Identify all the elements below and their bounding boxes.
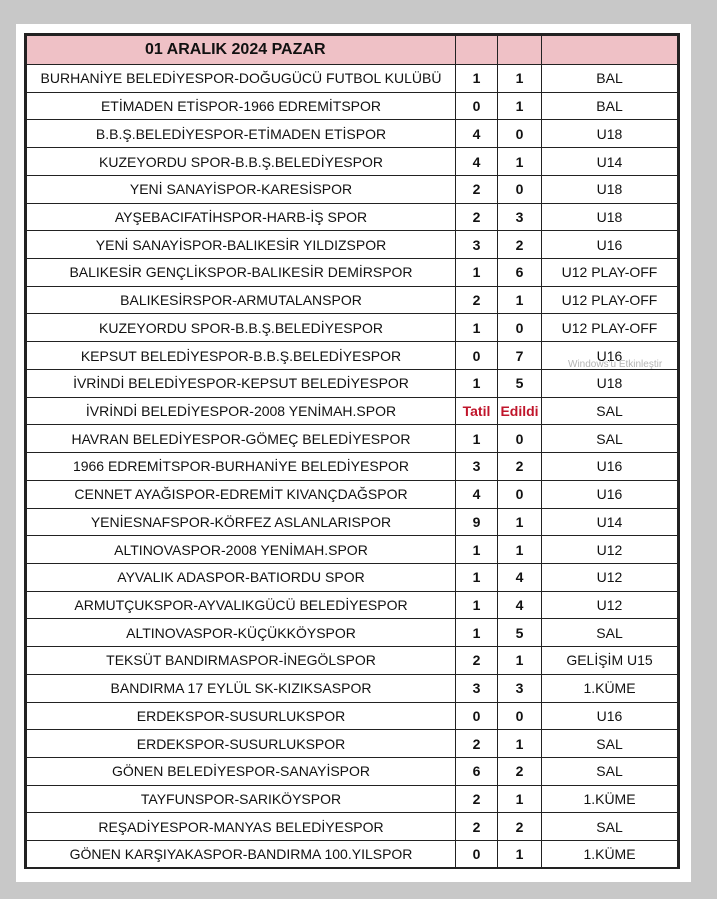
category-text: BAL: [596, 98, 623, 115]
away-score-cell: [498, 757, 542, 785]
table-row: [27, 203, 678, 231]
category-text: U12: [596, 597, 623, 614]
match-teams-text: 1966 EDREMİTSPOR-BURHANİYE BELEDİYESPOR: [72, 458, 410, 475]
home-score-cell: [456, 259, 498, 287]
category-cell: [542, 369, 678, 397]
table-row: [27, 591, 678, 619]
category-text: U18: [596, 208, 623, 225]
away-score-text: 0: [515, 319, 524, 336]
home-score-cell: [456, 425, 498, 453]
table-row: [27, 369, 678, 397]
away-score-text: 1: [515, 541, 524, 558]
home-score-cell: [456, 674, 498, 702]
match-teams-cell: [27, 591, 456, 619]
home-score-cell: [456, 231, 498, 259]
home-score-cell: [456, 508, 498, 536]
away-score-text: 1: [515, 735, 524, 752]
results-table-frame: [24, 33, 680, 869]
away-score-cell: [498, 536, 542, 564]
category-text: U18: [596, 375, 623, 392]
match-teams-cell: [27, 203, 456, 231]
away-score-cell: [498, 369, 542, 397]
match-teams-text: REŞADİYESPOR-MANYAS BELEDİYESPOR: [98, 818, 384, 835]
home-score-text: 0: [472, 98, 481, 115]
home-score-cell: [456, 536, 498, 564]
home-score-text: 2: [472, 791, 481, 808]
away-score-text: 2: [515, 236, 524, 253]
home-score-cell: [456, 148, 498, 176]
away-score-text: 0: [515, 707, 524, 724]
home-score-text: 4: [472, 153, 481, 170]
match-teams-cell: [27, 730, 456, 758]
table-row: [27, 342, 678, 370]
match-teams-text: ALTINOVASPOR-KÜÇÜKKÖYSPOR: [126, 624, 356, 641]
category-text: U18: [596, 181, 623, 198]
home-score-cell: [456, 286, 498, 314]
table-row: [27, 647, 678, 675]
category-cell: [542, 674, 678, 702]
home-score-cell: [456, 619, 498, 647]
away-score-text: 4: [515, 597, 524, 614]
home-score-cell: [456, 813, 498, 841]
table-row: [27, 480, 678, 508]
away-score-text: 1: [515, 70, 524, 87]
category-text: 1.KÜME: [583, 791, 636, 808]
match-teams-text: KEPSUT BELEDİYESPOR-B.B.Ş.BELEDİYESPOR: [80, 347, 402, 364]
home-score-cell: [456, 591, 498, 619]
away-score-cell: [498, 702, 542, 730]
home-score-text: 1: [472, 264, 481, 281]
table-row: [27, 674, 678, 702]
match-teams-text: AYVALIK ADASPOR-BATIORDU SPOR: [117, 569, 365, 586]
match-teams-cell: [27, 175, 456, 203]
away-score-cell: [498, 813, 542, 841]
category-text: U12 PLAY-OFF: [561, 319, 658, 336]
match-teams-text: ERDEKSPOR-SUSURLUKSPOR: [136, 735, 346, 752]
away-score-text: 2: [515, 763, 524, 780]
away-score-text: 0: [515, 486, 524, 503]
table-row: [27, 425, 678, 453]
home-score-text: 2: [472, 292, 481, 309]
home-score-text: 4: [472, 125, 481, 142]
match-teams-text: YENİESNAFSPOR-KÖRFEZ ASLANLARISPOR: [90, 513, 392, 530]
away-score-text: Edildi: [500, 402, 539, 419]
match-teams-cell: [27, 536, 456, 564]
away-score-text: 0: [515, 430, 524, 447]
home-score-text: 1: [472, 569, 481, 586]
home-score-cell: [456, 785, 498, 813]
category-text: U16: [596, 347, 623, 364]
category-cell: [542, 508, 678, 536]
match-teams-cell: [27, 148, 456, 176]
home-score-text: 1: [472, 70, 481, 87]
table-row: [27, 757, 678, 785]
home-score-text: 6: [472, 763, 481, 780]
document-page: [16, 24, 691, 882]
category-text: BAL: [596, 70, 623, 87]
table-row: [27, 785, 678, 813]
match-teams-cell: [27, 702, 456, 730]
table-row: [27, 813, 678, 841]
category-cell: [542, 120, 678, 148]
home-score-cell: [456, 120, 498, 148]
away-score-text: 1: [515, 153, 524, 170]
match-teams-cell: [27, 425, 456, 453]
home-score-cell: [456, 92, 498, 120]
away-score-cell: [498, 286, 542, 314]
category-text: SAL: [596, 818, 623, 835]
match-teams-text: BANDIRMA 17 EYLÜL SK-KIZIKSASPOR: [110, 680, 372, 697]
away-score-cell: [498, 342, 542, 370]
category-cell: [542, 425, 678, 453]
home-score-text: 2: [472, 735, 481, 752]
match-teams-cell: [27, 508, 456, 536]
away-score-text: 0: [515, 181, 524, 198]
match-teams-text: YENİ SANAYİSPOR-BALIKESİR YILDIZSPOR: [95, 236, 387, 253]
home-score-text: 1: [472, 319, 481, 336]
away-score-cell: [498, 841, 542, 869]
away-score-cell: [498, 92, 542, 120]
match-teams-cell: [27, 813, 456, 841]
home-score-cell: [456, 757, 498, 785]
table-row: [27, 175, 678, 203]
table-row: [27, 92, 678, 120]
away-score-text: 0: [515, 125, 524, 142]
home-score-text: 4: [472, 486, 481, 503]
home-score-cell: [456, 453, 498, 481]
match-teams-cell: [27, 453, 456, 481]
away-score-text: 2: [515, 458, 524, 475]
away-score-cell: [498, 425, 542, 453]
match-teams-cell: [27, 785, 456, 813]
category-text: SAL: [596, 735, 623, 752]
table-row: [27, 453, 678, 481]
match-teams-cell: [27, 92, 456, 120]
away-score-cell: [498, 647, 542, 675]
table-row: [27, 619, 678, 647]
away-score-cell: [498, 591, 542, 619]
match-teams-text: B.B.Ş.BELEDİYESPOR-ETİMADEN ETİSPOR: [95, 125, 387, 142]
away-score-text: 4: [515, 569, 524, 586]
home-score-text: 1: [472, 597, 481, 614]
away-score-cell: [498, 120, 542, 148]
home-score-cell: [456, 369, 498, 397]
match-results-table: [26, 35, 678, 869]
category-cell: [542, 591, 678, 619]
away-score-text: 1: [515, 513, 524, 530]
home-score-text: 0: [472, 846, 481, 863]
table-row: [27, 314, 678, 342]
category-cell: [542, 619, 678, 647]
away-score-cell: [498, 480, 542, 508]
home-score-cell: [456, 175, 498, 203]
category-cell: [542, 397, 678, 425]
header-cell-category: [542, 36, 678, 65]
table-row: [27, 508, 678, 536]
home-score-cell: [456, 342, 498, 370]
away-score-cell: [498, 397, 542, 425]
category-text: SAL: [596, 430, 623, 447]
home-score-cell: [456, 730, 498, 758]
home-score-cell: [456, 480, 498, 508]
home-score-text: 3: [472, 458, 481, 475]
match-teams-text: ETİMADEN ETİSPOR-1966 EDREMİTSPOR: [100, 98, 382, 115]
home-score-text: 1: [472, 624, 481, 641]
category-text: U12: [596, 541, 623, 558]
table-row: [27, 65, 678, 93]
category-cell: [542, 785, 678, 813]
category-text: U12 PLAY-OFF: [561, 292, 658, 309]
away-score-text: 2: [515, 818, 524, 835]
home-score-text: 2: [472, 181, 481, 198]
match-teams-text: BURHANİYE BELEDİYESPOR-DOĞUGÜCÜ FUTBOL KULÜBÜ: [40, 70, 442, 87]
category-text: 1.KÜME: [583, 680, 636, 697]
match-teams-text: GÖNEN KARŞIYAKASPOR-BANDIRMA 100.YILSPOR: [69, 846, 413, 863]
away-score-text: 3: [515, 680, 524, 697]
home-score-text: 3: [472, 236, 481, 253]
category-text: SAL: [596, 763, 623, 780]
category-text: U14: [596, 513, 623, 530]
away-score-text: 1: [515, 791, 524, 808]
category-cell: [542, 647, 678, 675]
category-text: SAL: [596, 402, 623, 419]
match-teams-cell: [27, 286, 456, 314]
activation-watermark: Windows'u Etkinleştir: [568, 359, 663, 370]
category-cell: [542, 342, 678, 370]
match-teams-cell: [27, 314, 456, 342]
match-teams-text: CENNET AYAĞISPOR-EDREMİT KIVANÇDAĞSPOR: [74, 486, 408, 503]
table-row: [27, 397, 678, 425]
away-score-cell: [498, 203, 542, 231]
match-teams-text: TAYFUNSPOR-SARIKÖYSPOR: [140, 791, 342, 808]
date-title: 01 ARALIK 2024 PAZAR: [27, 36, 456, 65]
away-score-text: 5: [515, 624, 524, 641]
category-cell: [542, 65, 678, 93]
category-cell: [542, 813, 678, 841]
category-text: U18: [596, 125, 623, 142]
match-teams-cell: [27, 259, 456, 287]
category-cell: [542, 92, 678, 120]
away-score-text: 1: [515, 98, 524, 115]
match-teams-cell: [27, 757, 456, 785]
match-teams-cell: [27, 647, 456, 675]
away-score-cell: [498, 259, 542, 287]
home-score-text: 3: [472, 680, 481, 697]
home-score-cell: [456, 65, 498, 93]
category-text: U12: [596, 569, 623, 586]
table-row: [27, 730, 678, 758]
match-teams-text: ALTINOVASPOR-2008 YENİMAH.SPOR: [114, 541, 368, 558]
away-score-cell: [498, 231, 542, 259]
category-text: U16: [596, 236, 623, 253]
category-cell: [542, 453, 678, 481]
match-teams-text: BALIKESİR GENÇLİKSPOR-BALIKESİR DEMİRSPOR: [69, 264, 413, 281]
away-score-text: 3: [515, 208, 524, 225]
match-teams-cell: [27, 397, 456, 425]
away-score-text: 7: [515, 347, 524, 364]
category-cell: [542, 286, 678, 314]
away-score-cell: [498, 148, 542, 176]
away-score-cell: [498, 785, 542, 813]
category-cell: [542, 563, 678, 591]
match-teams-text: ARMUTÇUKSPOR-AYVALIKGÜCÜ BELEDİYESPOR: [74, 597, 408, 614]
away-score-cell: [498, 175, 542, 203]
match-teams-cell: [27, 674, 456, 702]
match-teams-cell: [27, 120, 456, 148]
home-score-cell: [456, 203, 498, 231]
match-teams-text: BALIKESİRSPOR-ARMUTALANSPOR: [120, 292, 362, 309]
category-text: U12 PLAY-OFF: [561, 264, 658, 281]
table-header-row: [27, 36, 678, 65]
match-teams-text: KUZEYORDU SPOR-B.B.Ş.BELEDİYESPOR: [99, 319, 383, 336]
away-score-cell: [498, 674, 542, 702]
category-cell: [542, 314, 678, 342]
category-text: SAL: [596, 624, 623, 641]
header-cell-home: [456, 36, 498, 65]
category-cell: [542, 148, 678, 176]
away-score-text: 1: [515, 846, 524, 863]
away-score-text: 1: [515, 652, 524, 669]
away-score-text: 6: [515, 264, 524, 281]
category-cell: [542, 203, 678, 231]
match-teams-cell: [27, 369, 456, 397]
category-cell: [542, 730, 678, 758]
category-cell: [542, 231, 678, 259]
table-row: [27, 702, 678, 730]
match-teams-cell: [27, 480, 456, 508]
category-cell: [542, 536, 678, 564]
header-cell-away: [498, 36, 542, 65]
away-score-cell: [498, 508, 542, 536]
match-teams-text: KUZEYORDU SPOR-B.B.Ş.BELEDİYESPOR: [99, 153, 383, 170]
category-cell: [542, 841, 678, 869]
home-score-cell: [456, 314, 498, 342]
away-score-text: 1: [515, 292, 524, 309]
home-score-cell: [456, 563, 498, 591]
away-score-cell: [498, 563, 542, 591]
category-text: U16: [596, 458, 623, 475]
table-row: [27, 120, 678, 148]
category-text: U14: [596, 153, 623, 170]
table-row: [27, 841, 678, 869]
match-teams-cell: [27, 342, 456, 370]
category-cell: [542, 175, 678, 203]
away-score-text: 5: [515, 375, 524, 392]
match-teams-cell: [27, 231, 456, 259]
home-score-text: 9: [472, 513, 481, 530]
category-cell: [542, 259, 678, 287]
category-cell: [542, 702, 678, 730]
home-score-text: 2: [472, 652, 481, 669]
category-text: U16: [596, 486, 623, 503]
away-score-cell: [498, 65, 542, 93]
home-score-cell: [456, 702, 498, 730]
home-score-text: 2: [472, 818, 481, 835]
match-teams-text: YENİ SANAYİSPOR-KARESİSPOR: [129, 181, 353, 198]
category-cell: [542, 757, 678, 785]
category-cell: [542, 480, 678, 508]
away-score-cell: [498, 453, 542, 481]
home-score-cell: [456, 841, 498, 869]
table-row: [27, 563, 678, 591]
away-score-cell: [498, 314, 542, 342]
category-text: 1.KÜME: [583, 846, 636, 863]
home-score-text: 1: [472, 430, 481, 447]
match-teams-text: AYŞEBACIFATİHSPOR-HARB-İŞ SPOR: [114, 208, 368, 225]
away-score-cell: [498, 730, 542, 758]
match-teams-text: TEKSÜT BANDIRMASPOR-İNEGÖLSPOR: [106, 652, 376, 669]
category-text: GELİŞİM U15: [566, 652, 653, 669]
match-teams-text: İVRİNDİ BELEDİYESPOR-KEPSUT BELEDİYESPOR: [73, 375, 409, 392]
home-score-text: 2: [472, 208, 481, 225]
home-score-text: 0: [472, 707, 481, 724]
table-row: [27, 148, 678, 176]
match-teams-cell: [27, 563, 456, 591]
home-score-cell: [456, 397, 498, 425]
table-row: [27, 259, 678, 287]
match-teams-text: HAVRAN BELEDİYESPOR-GÖMEÇ BELEDİYESPOR: [71, 430, 411, 447]
home-score-text: Tatil: [462, 402, 491, 419]
home-score-text: 1: [472, 375, 481, 392]
match-teams-cell: [27, 65, 456, 93]
match-teams-cell: [27, 619, 456, 647]
home-score-text: 0: [472, 347, 481, 364]
away-score-cell: [498, 619, 542, 647]
match-teams-text: İVRİNDİ BELEDİYESPOR-2008 YENİMAH.SPOR: [85, 402, 397, 419]
match-teams-text: ERDEKSPOR-SUSURLUKSPOR: [136, 707, 346, 724]
table-row: [27, 286, 678, 314]
match-teams-cell: [27, 841, 456, 869]
table-row: [27, 231, 678, 259]
category-text: U16: [596, 707, 623, 724]
home-score-text: 1: [472, 541, 481, 558]
table-row: [27, 536, 678, 564]
match-teams-text: GÖNEN BELEDİYESPOR-SANAYİSPOR: [111, 763, 371, 780]
home-score-cell: [456, 647, 498, 675]
